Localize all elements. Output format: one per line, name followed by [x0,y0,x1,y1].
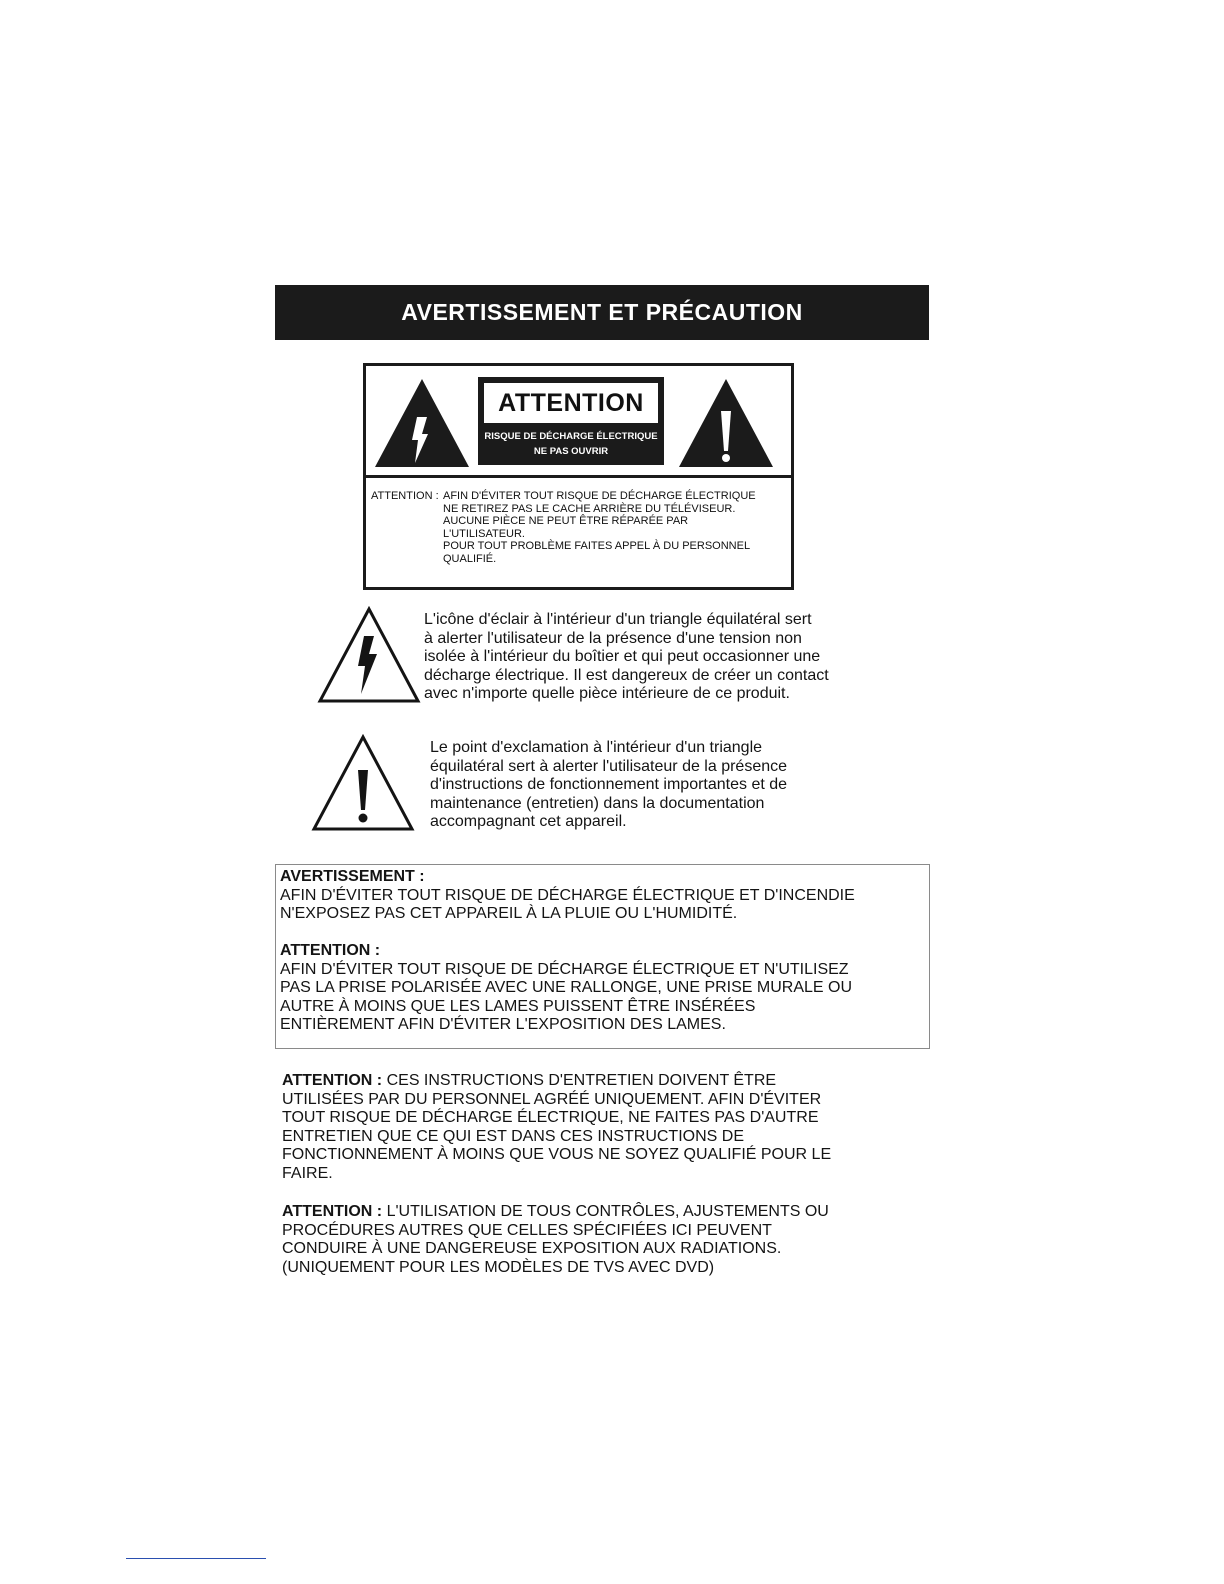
attention-subtitle-2: NE PAS OUVRIR [533,446,609,457]
radiation-attention-line: (UNIQUEMENT POUR LES MODÈLES DE TVS AVEC DVD) [282,1258,715,1276]
warning-box [275,864,930,1049]
paragraph-line: décharge électrique. Il est dangereux de créer un contact [424,666,829,684]
warning-heading: AVERTISSEMENT : [280,868,425,885]
caution-label [363,363,794,590]
attention-heading: ATTENTION : [280,942,381,959]
label-divider [366,475,791,478]
exclamation-outline-triangle-icon [311,734,415,832]
attention-subtitle-1: RISQUE DE DÉCHARGE ÉLECTRIQUE [484,431,658,442]
radiation-attention [282,1203,829,1277]
label-line: NE RETIREZ PAS LE CACHE ARRIÈRE DU TÉLÉVISEUR. [443,502,736,515]
paragraph-line: d'instructions de fonctionnement importantes et de [430,776,788,794]
service-attention-line: FONCTIONNEMENT À MOINS QUE VOUS NE SOYEZ QUALIFIÉ POUR LE [282,1146,832,1164]
exclamation-description [430,739,787,832]
lightning-triangle-icon [373,377,471,469]
paragraph-line: maintenance (entretien) dans la documentation [430,794,765,812]
label-lead: ATTENTION : [371,490,439,502]
radiation-attention-label: ATTENTION : [282,1203,383,1220]
exclamation-triangle-icon [677,377,775,469]
paragraph-line: avec n'importe quelle pièce intérieure de ce produit. [424,685,790,703]
service-attention [282,1072,831,1184]
label-line: AUCUNE PIÈCE NE PEUT ÊTRE RÉPARÉE PAR [443,515,689,527]
attention-line: AUTRE À MOINS QUE LES LAMES PUISSENT ÊTRE INSÉRÉES [280,997,756,1015]
label-line: POUR TOUT PROBLÈME FAITES APPEL À DU PERSONNEL [443,540,751,552]
attention-line: PAS LA PRISE POLARISÉE AVEC UNE RALLONGE, UNE PRISE MURALE OU [280,979,853,997]
warning-section [280,868,855,924]
attention-panel [478,377,664,465]
service-attention-label: ATTENTION : [282,1072,383,1089]
service-attention-line: FAIRE. [282,1164,333,1182]
paragraph-line: équilatéral sert à alerter l'utilisateur de la présence [430,757,788,775]
warning-line: N'EXPOSEZ PAS CET APPAREIL À LA PLUIE OU L'HUMIDITÉ. [280,905,738,923]
label-line: QUALIFIÉ. [443,552,497,565]
lightning-outline-triangle-icon [317,606,421,704]
paragraph-line: Le point d'exclamation à l'intérieur d'un triangle [430,739,763,756]
footer-rule [126,1558,266,1559]
attention-line: ENTIÈREMENT AFIN D'ÉVITER L'EXPOSITION DES LAMES. [280,1016,726,1034]
service-attention-first-line: CES INSTRUCTIONS D'ENTRETIEN DOIVENT ÊTRE [382,1072,777,1089]
attention-line: AFIN D'ÉVITER TOUT RISQUE DE DÉCHARGE ÉLECTRIQUE ET N'UTILISEZ [280,960,849,978]
label-line: AFIN D'ÉVITER TOUT RISQUE DE DÉCHARGE ÉLECTRIQUE [443,490,756,502]
service-attention-line: ENTRETIEN QUE CE QUI EST DANS CES INSTRUCTIONS DE [282,1127,744,1145]
radiation-attention-line: CONDUIRE À UNE DANGEREUSE EXPOSITION AUX RADIATIONS. [282,1240,782,1258]
service-attention-line: TOUT RISQUE DE DÉCHARGE ÉLECTRIQUE, NE FAITES PAS D'AUTRE [282,1109,819,1127]
paragraph-line: isolée à l'intérieur du boîtier et qui peut occasionner une [424,648,821,666]
radiation-attention-first-line: L'UTILISATION DE TOUS CONTRÔLES, AJUSTEMENTS OU [382,1203,829,1220]
service-attention-line: UTILISÉES PAR DU PERSONNEL AGRÉÉ UNIQUEMENT. AFIN D'ÉVITER [282,1090,822,1108]
paragraph-line: accompagnant cet appareil. [430,813,627,831]
warning-line: AFIN D'ÉVITER TOUT RISQUE DE DÉCHARGE ÉLECTRIQUE ET D'INCENDIE [280,886,855,904]
page-title: AVERTISSEMENT ET PRÉCAUTION [275,285,929,340]
paragraph-line: L'icône d'éclair à l'intérieur d'un triangle équilatéral sert [424,611,812,628]
paragraph-line: à alerter l'utilisateur de la présence d'une tension non [424,629,802,647]
attention-section [280,942,852,1035]
attention-title: ATTENTION [482,381,660,425]
radiation-attention-line: PROCÉDURES AUTRES QUE CELLES SPÉCIFIÉES ICI PEUVENT [282,1221,772,1239]
label-line: L'UTILISATEUR. [443,527,525,540]
lightning-description [424,611,829,704]
